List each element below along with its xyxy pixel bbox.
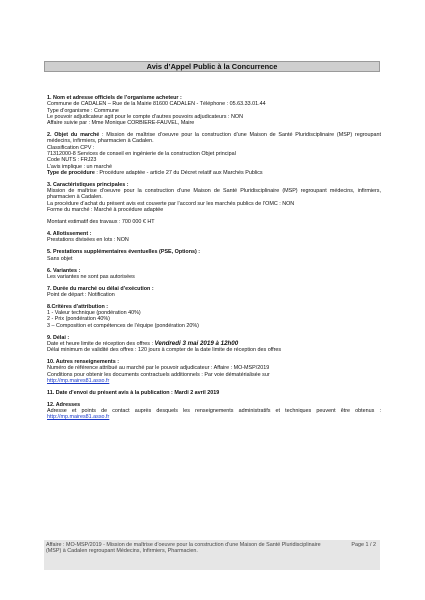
contact-link[interactable]: http://mp.maires81.asso.fr xyxy=(47,414,110,421)
section-10-reference: Numéro de référence attribué au marché par le pouvoir adjudicateur : Affaire : MO-MSP/2019 xyxy=(47,365,270,372)
section-12 xyxy=(47,402,381,421)
section-2-text: : Mission de maîtrise d’oeuvre pour la construction d’une Maison de Santé Pluridisciplinaire (MSP) regroupant médecins, infirmiers, pharmacien à Cadalen. xyxy=(47,132,381,145)
section-9 xyxy=(47,335,381,354)
section-3-text: Mission de maîtrise d’oeuvre pour la construction d’une Maison de Santé Pluridisciplinaire (MSP) regroupant médecins, infirmiers, pharmacien à Cadalen. xyxy=(47,188,381,201)
section-7-text: Point de départ : Notification xyxy=(47,291,115,298)
section-2-type-value: : Procédure adaptée - article 27 du Décret relatif aux Marchés Publics xyxy=(94,169,263,176)
section-2-objet xyxy=(47,132,381,145)
document-title: Avis d’Appel Public à la Concurrence xyxy=(44,61,380,72)
section-11-title: 11. Date d’envoi du présent avis à la publication : Mardi 2 avril 2019 xyxy=(47,389,220,396)
section-3 xyxy=(47,182,381,226)
section-4-text: Prestations divisées en lots : NON xyxy=(47,237,129,244)
section-5-text: Sans objet xyxy=(47,255,73,262)
section-11 xyxy=(47,390,381,396)
page-number: Page 1 / 2 xyxy=(351,542,376,548)
section-10-title: 10. Autres renseignements : xyxy=(47,359,119,366)
section-2-type-label: Type de procédure xyxy=(47,169,95,176)
documents-link[interactable]: http://mp.maires81.asso.fr xyxy=(47,378,110,385)
section-6 xyxy=(47,268,381,281)
section-2-nuts: Code NUTS : FRJ23 xyxy=(47,157,97,164)
section-1-line-1: Commune de CADALEN – Rue de la Mairie 81600 CADALEN - Téléphone : 05.63.33.01.44 xyxy=(47,101,266,108)
section-3-montant: Montant estimatif des travaux : 700 000 € HT xyxy=(47,219,155,226)
section-6-text: Les variantes ne sont pas autorisées xyxy=(47,273,135,280)
section-8 xyxy=(47,304,381,329)
section-9-validity: Délai minimum de validité des offres : 120 jours à compter de la date limite de réception des offres xyxy=(47,347,282,354)
section-12-title: 12. Adresses xyxy=(47,401,81,408)
section-1 xyxy=(47,95,381,126)
section-1-line-2: Type d’organisme : Commune xyxy=(47,107,119,114)
section-2-cpv: 71312000-8 Services de conseil en ingénierie de la construction Objet principal xyxy=(47,150,236,157)
page-footer xyxy=(44,540,380,570)
section-2 xyxy=(47,132,381,176)
section-4-title: 4. Allotissement : xyxy=(47,231,92,238)
section-12-text xyxy=(47,408,381,421)
section-5-title: 5. Prestations supplémentaires éventuelles (PSE, Options) : xyxy=(47,249,201,256)
section-8-title: 8.Critères d’attribution : xyxy=(47,303,109,310)
section-4 xyxy=(47,231,381,244)
footer-text: Affaire : MO-MSP/2019 - Mission de maîtrise d’oeuvre pour la construction d’une Maison de Santé Pluridisciplinaire (MSP) à Cadalen regroupant Médecins, Infirmiers, Pharmacien. xyxy=(46,542,321,555)
section-1-title: 1. Nom et adresse officiels de l’organisme acheteur : xyxy=(47,95,182,101)
document-body xyxy=(47,95,381,426)
section-3-text-2: La procédure d’achat du présent avis est couverte par l’accord sur les marchés publics de l’OMC : NON xyxy=(47,200,295,207)
section-9-title: 9. Délai : xyxy=(47,334,70,341)
section-7-title: 7. Durée du marché ou délai d’exécution : xyxy=(47,285,154,292)
section-6-title: 6. Variantes : xyxy=(47,267,81,274)
section-10-conditions: Conditions pour obtenir les documents contractuels additionnels : Par voie dématérialisée sur xyxy=(47,371,270,378)
criteria-item: 3 – Composition et compétences de l’équipe (pondération 20%) xyxy=(47,322,199,329)
section-2-cpv-title: Classification CPV : xyxy=(47,144,95,151)
deadline-value: Vendredi 3 mai 2019 à 12h00 xyxy=(154,339,239,347)
section-12-body: Adresse et points de contact auprès desquels les renseignements administratifs et techniques peuvent être obtenus : xyxy=(47,408,381,415)
section-7 xyxy=(47,286,381,299)
section-3-forme: Forme du marché : Marché à procédure adaptée xyxy=(47,206,164,213)
criteria-item: 2 - Prix (pondération 40%) xyxy=(47,316,110,323)
section-10 xyxy=(47,359,381,384)
section-2-avis: L’avis implique : un marché xyxy=(47,163,113,170)
section-1-line-4: Affaire suivie par : Mme Monique CORBIERE-FAUVEL, Maire xyxy=(47,120,195,127)
section-5 xyxy=(47,249,381,262)
section-2-title: 2. Objet du marché xyxy=(47,132,100,139)
section-1-line-3: Le pouvoir adjudicateur agit pour le compte d’autres pouvoirs adjudicateurs : NON xyxy=(47,113,243,120)
criteria-item: 1 - Valeur technique (pondération 40%) xyxy=(47,310,141,317)
section-3-title: 3. Caractéristiques principales : xyxy=(47,181,129,188)
section-2-type xyxy=(47,170,381,176)
deadline-label: Date et heure limite de réception des offres : xyxy=(47,340,155,347)
